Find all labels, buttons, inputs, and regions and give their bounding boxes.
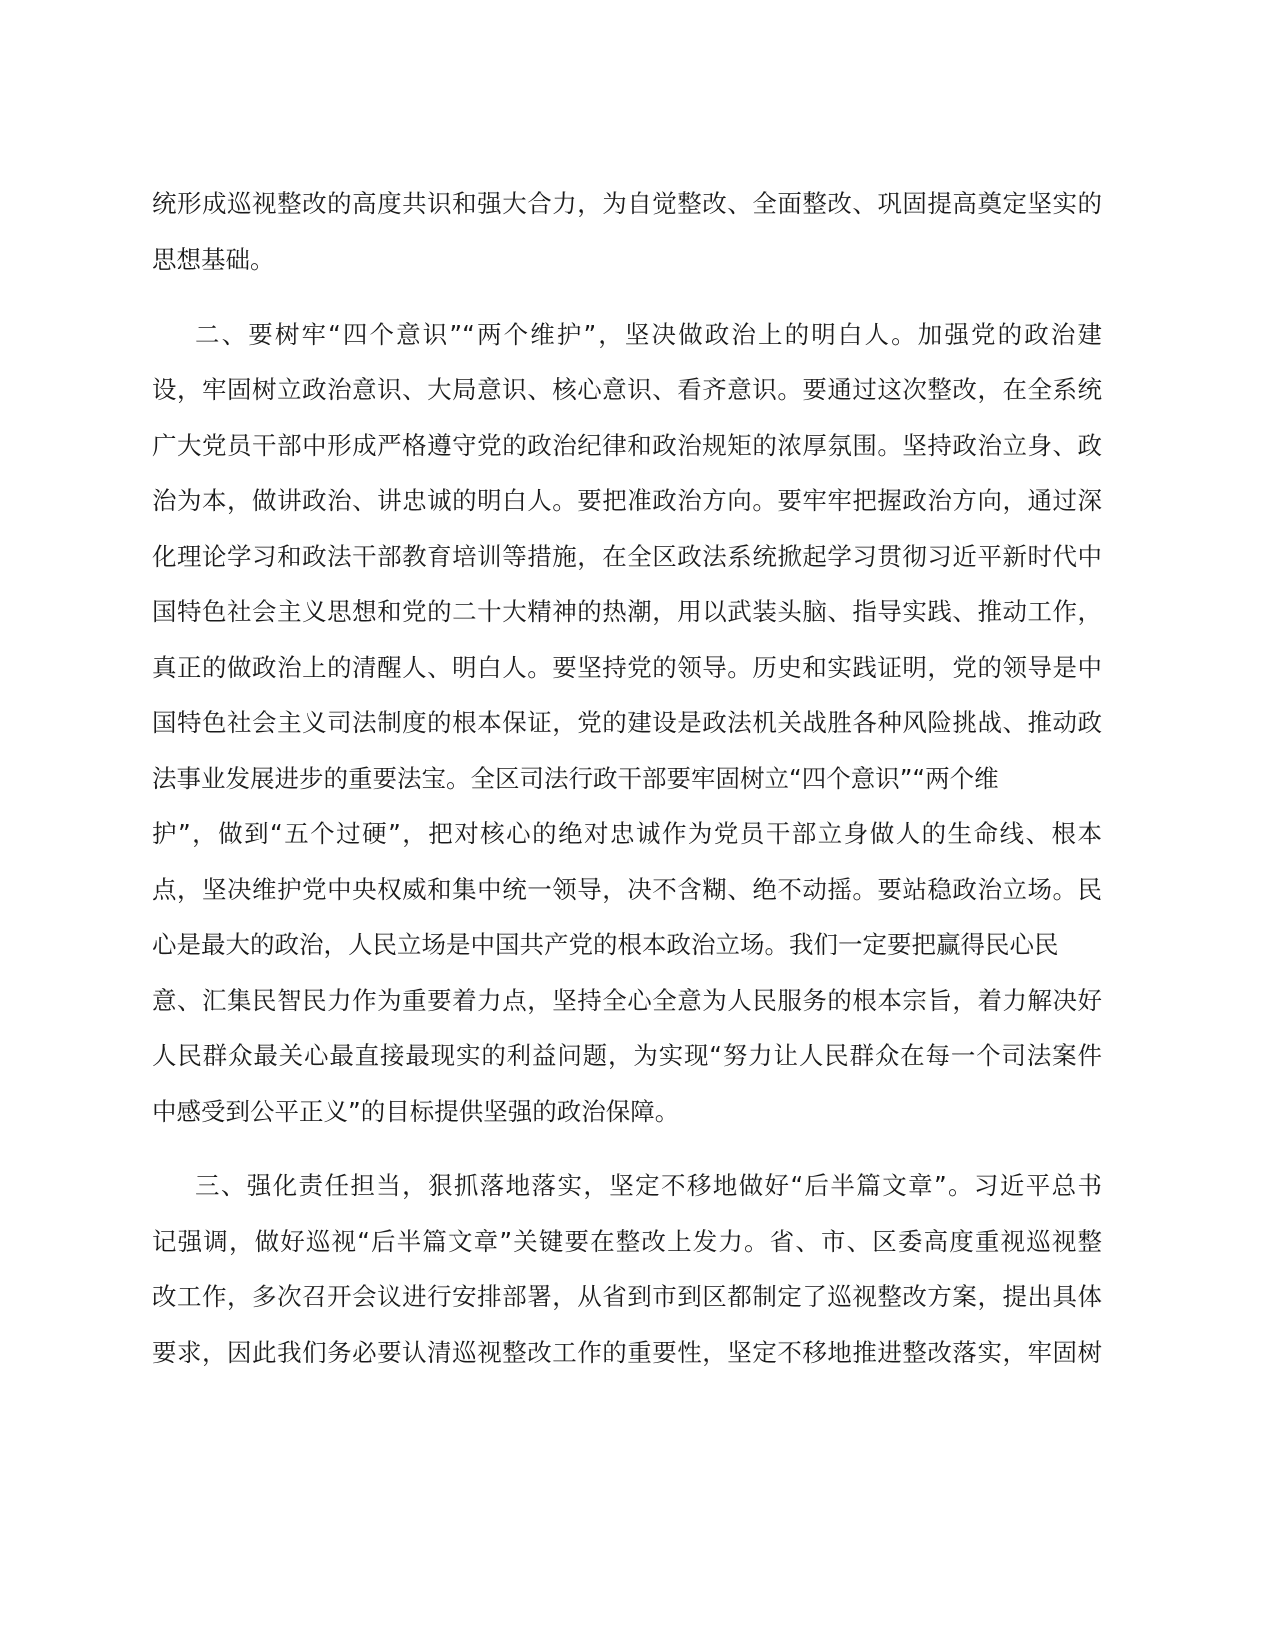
paragraph-2-line-12: 心是最大的政治，人民立场是中国共产党的根本政治立场。我们一定要把赢得民心民 bbox=[152, 930, 1059, 959]
paragraph-2-line-5: 化理论学习和政法干部教育培训等措施，在全区政法系统掀起学习贯彻习近平新时代中 bbox=[152, 542, 1102, 571]
paragraph-3-line-4: 要求，因此我们务必要认清巡视整改工作的重要性，坚定不移地推进整改落实，牢固树 bbox=[152, 1338, 1102, 1367]
paragraph-2-line-15: 中感受到公平正义”的目标提供坚强的政治保障。 bbox=[152, 1097, 680, 1126]
paragraph-3-line-3: 改工作，多次召开会议进行安排部署，从省到市到区都制定了巡视整改方案，提出具体 bbox=[152, 1282, 1102, 1311]
paragraph-2-line-10: 护”，做到“五个过硬”，把对核心的绝对忠诚作为党员干部立身做人的生命线、根本 bbox=[152, 819, 1102, 848]
paragraph-2-line-13: 意、汇集民智民力作为重要着力点，坚持全心全意为人民服务的根本宗旨，着力解决好 bbox=[152, 986, 1102, 1015]
paragraph-2-line-4: 治为本，做讲政治、讲忠诚的明白人。要把准政治方向。要牢牢把握政治方向，通过深 bbox=[152, 486, 1102, 515]
paragraph-2-line-1: 二、要树牢“四个意识”“两个维护”，坚决做政治上的明白人。加强党的政治建 bbox=[195, 320, 1102, 349]
paragraph-2-line-11: 点，坚决维护党中央权威和集中统一领导，决不含糊、绝不动摇。要站稳政治立场。民 bbox=[152, 875, 1102, 904]
paragraph-1-line-2: 思想基础。 bbox=[152, 245, 275, 274]
paragraph-3-line-2: 记强调，做好巡视“后半篇文章”关键要在整改上发力。省、市、区委高度重视巡视整 bbox=[152, 1227, 1102, 1256]
paragraph-2-line-6: 国特色社会主义思想和党的二十大精神的热潮，用以武装头脑、指导实践、推动工作， bbox=[152, 597, 1102, 626]
paragraph-2-line-3: 广大党员干部中形成严格遵守党的政治纪律和政治规矩的浓厚氛围。坚持政治立身、政 bbox=[152, 431, 1102, 460]
paragraph-1-line-1: 统形成巡视整改的高度共识和强大合力，为自觉整改、全面整改、巩固提高奠定坚实的 bbox=[152, 189, 1102, 218]
paragraph-2-line-14: 人民群众最关心最直接最现实的利益问题，为实现“努力让人民群众在每一个司法案件 bbox=[152, 1041, 1102, 1070]
paragraph-3-line-1: 三、强化责任担当，狠抓落地落实，坚定不移地做好“后半篇文章”。习近平总书 bbox=[195, 1171, 1102, 1200]
paragraph-2-line-8: 国特色社会主义司法制度的根本保证，党的建设是政法机关战胜各种风险挑战、推动政 bbox=[152, 708, 1102, 737]
paragraph-2-line-7: 真正的做政治上的清醒人、明白人。要坚持党的领导。历史和实践证明，党的领导是中 bbox=[152, 653, 1102, 682]
paragraph-2-line-2: 设，牢固树立政治意识、大局意识、核心意识、看齐意识。要通过这次整改，在全系统 bbox=[152, 375, 1102, 404]
paragraph-2-line-9: 法事业发展进步的重要法宝。全区司法行政干部要牢固树立“四个意识”“两个维 bbox=[152, 764, 999, 793]
